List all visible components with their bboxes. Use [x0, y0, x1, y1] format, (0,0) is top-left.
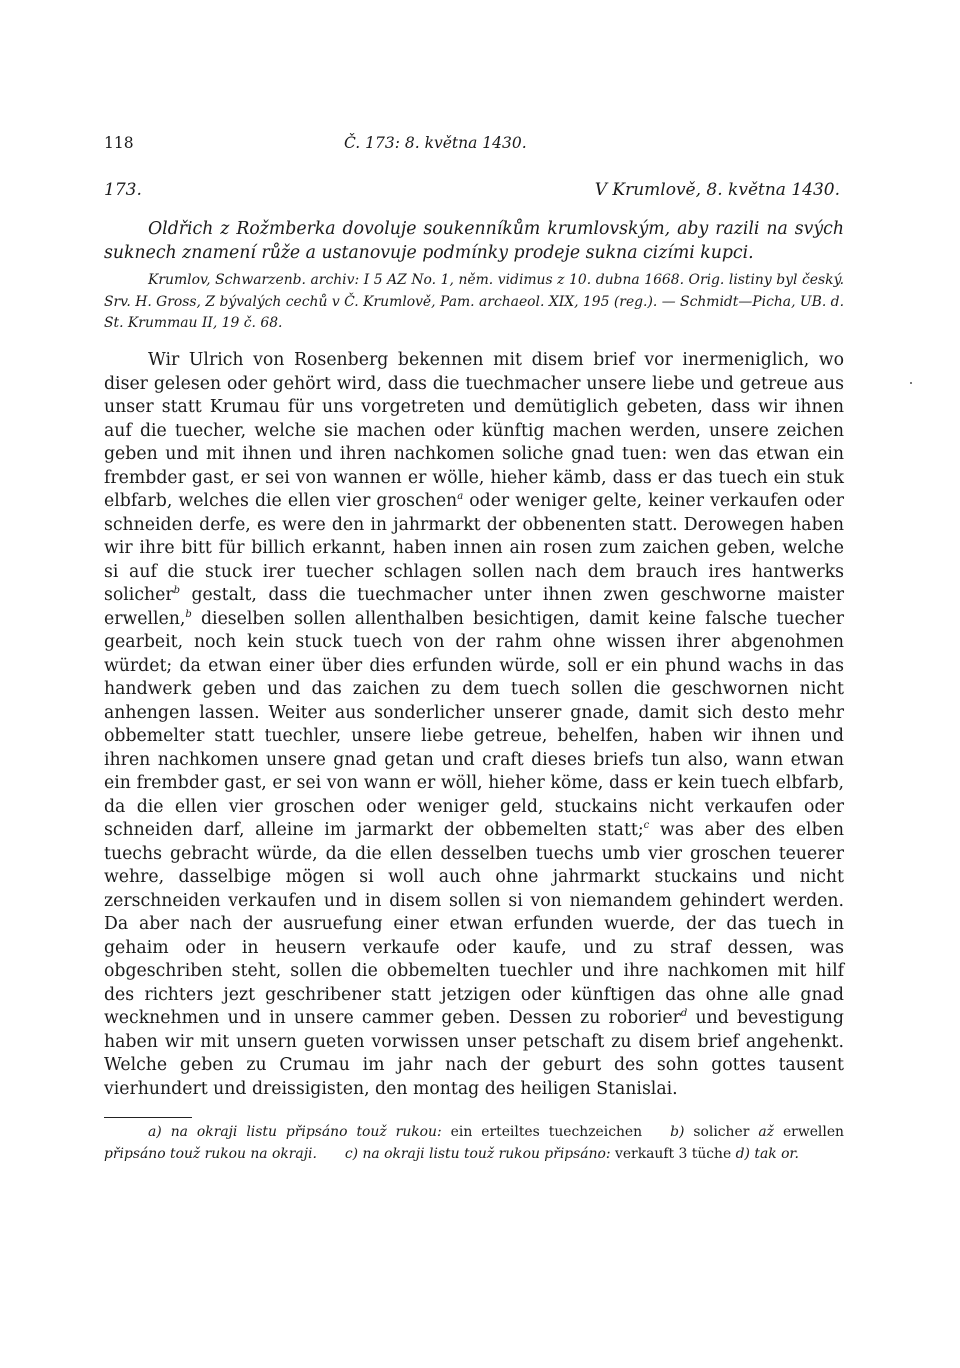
footnotes [104, 1122, 844, 1165]
footnote-b-az: až [758, 1124, 774, 1140]
document-number: 173. [104, 180, 142, 200]
source-note: Krumlov, Schwarzenb. archiv: I 5 AZ No. 1, něm. vidimus z 10. dubna 1668. Orig. listiny byl český. Srv. H. Gross, Z bývalých cechů v Č. Krumlově, Pam. archaeol. XIX, 195 (reg.). — Schmidt—Picha, UB. d. St. Krummau II, 19 č. 68. [104, 272, 844, 331]
footnote-a-label: a) na okraji listu připsáno touž rukou: [148, 1124, 442, 1140]
text-part: gestalt, dass die tuechmacher unter ihnen zwen geschworne maister erwellen, [104, 585, 844, 629]
document-place-date: V Krumlově, 8. května 1430. [594, 180, 840, 200]
footnote-ref-a: a [457, 491, 464, 503]
running-title: Č. 173: 8. května 1430. [344, 134, 527, 152]
footnote-ref-b: b [173, 585, 181, 597]
footnote-b-label2: připsáno touž rukou na okraji. [104, 1145, 317, 1162]
footnote-ref-c: c [643, 820, 650, 832]
footnote-rule [104, 1117, 192, 1118]
text-part: was aber des elben tuechs gebracht würde, da die ellen desselben tuechs umb vier groschen teuerer wehre, dasselbige mögen si woll auch ohne jahrmarkt stuckains und nicht zerschneiden verkaufen und in disem sollen si von niemandem gehindert werden. Da aber nach der ausruefung einer etwan erfunden wuerde, der das tuech in gehaim oder in heusern verkaufe oder kaufe, und zu straf dessen, was obgeschriben steht, sollen die obbemelten tuechler und ihre nachkomen mit hilf des richters jezt geschribener statt jetzigen oder künftigen das ohne alle gnad wecknehmen und in unsere cammer geben. Dessen zu roborier [104, 820, 844, 1028]
stray-mark [910, 382, 912, 384]
document-text [104, 349, 844, 1101]
footnote-b-label: b) [670, 1124, 685, 1140]
footnote-d-label: d) tak or. [735, 1145, 799, 1162]
regest: Oldřich z Rožmberka dovoluje soukenníkům krumlovským, aby razili na svých suknech znamení růže a ustanovuje podmínky prodeje sukna cizími kupci. [104, 219, 844, 263]
text-part: dieselben sollen allenthalben besichtigen, damit keine falsche tuecher gearbeit, noch kein stuck tuech von der rahm ohne wissen ihrer abgenohmen würdet; da etwan einer über dies erfunden würde, soll er ein phund wachs in das handwerk geben und das zaichen zu dem tuech sollen die geschwornen nicht anhengen lassen. Weiter aus sonderlicher unserer gnade, damit sich desto mehr obbemelter statt tuechler, unsere liebe getreue, behelfen, haben wir ihnen und ihren nachkomen unsere gnad getan und craft dieses briefs tun also, wann etwan ein frembder gast, er sei von wann er wöll, hieher köme, dass er kein tuech elbfarb, da die ellen vier groschen oder weniger geld, stuckains nicht verkaufen oder schneiden darf, alleine im jarmarkt der obbemelten statt; [104, 608, 844, 840]
footnote-c-text: verkauft 3 tüche [610, 1145, 732, 1162]
footnote-ref-d: d [680, 1008, 688, 1020]
page-number: 118 [104, 134, 134, 152]
footnote-ref-b: b [185, 608, 192, 620]
text-part: Wir Ulrich von Rosenberg bekennen mit disem brief vor inermeniglich, wo diser gelesen oder gehört wird, dass die tuechmacher unsere liebe und getreue aus unser statt Krumau für uns vorgetreten und demütiglich gebeten, dass wir ihnen auf die tuecher, welche sie machen oder künftig machen werden, unsere zeichen geben und mit ihnen und ihren nachkomen soliche gnad tuen: wen das etwan ein frembder gast, er sei von wannen er wölle, hieher kämb, dass er das tuech ein stuk elbfarb, welches die ellen vier groschen [104, 350, 844, 511]
text-part: oder weniger gelte, keiner verkaufen oder schneiden derfe, es were den in jahrmarkt der obbenenten statt. Derowegen haben wir ihre bitt für billich erkannt, haben innen ain rosen zum zaichen geben, welche si auf die stuck irer tuecher schlagen sollen nach dem brauch ires hantwerks solicher [104, 491, 845, 605]
footnote-b-text: solicher [684, 1124, 759, 1140]
footnote-c-label: c) na okraji listu touž rukou připsáno: [344, 1145, 611, 1162]
footnote-b-text2: erwellen [773, 1124, 844, 1140]
footnote-a-text: ein erteiltes tuechzeichen [441, 1124, 643, 1140]
text-part: und bevestigung haben wir mit unsern gueten vorwissen unser petschaft zu disem brief angehenkt. Welche geben zu Crumau im jahr nach der geburt des sohn gottes tausent vierhundert und dreissigisten, den montag des heiligen Stanislai. [104, 1008, 844, 1099]
